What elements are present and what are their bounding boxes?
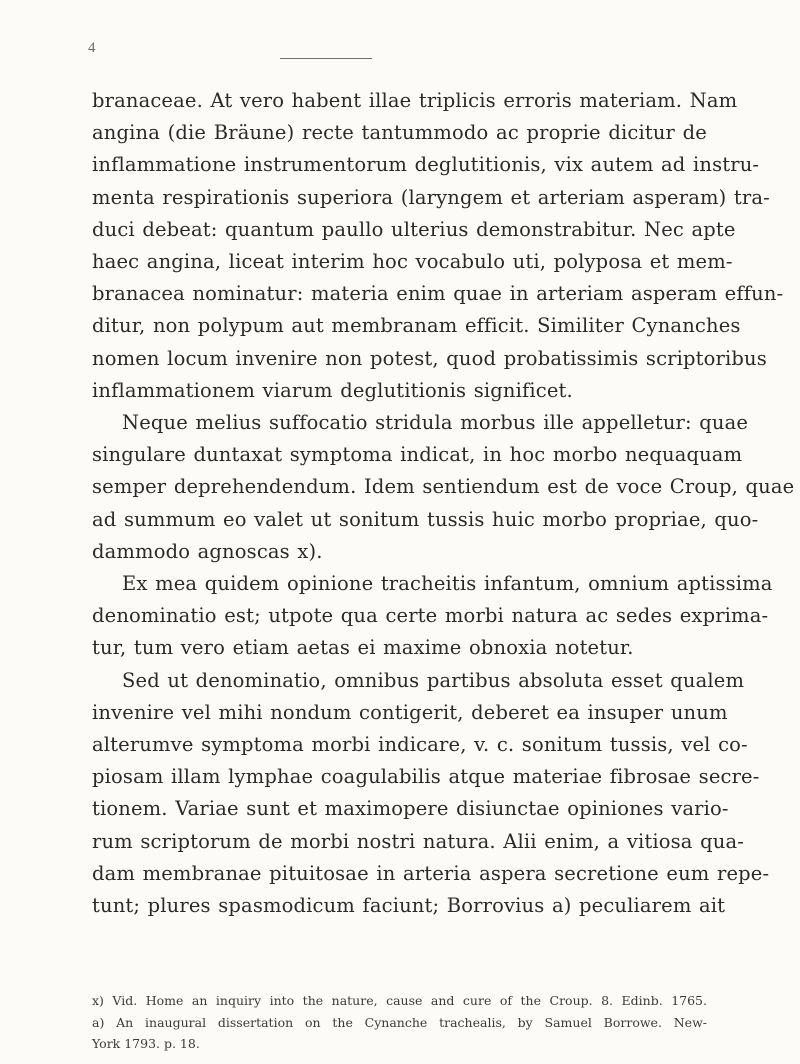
text-line: singulare duntaxat symptoma indicat, in hoc morbo nequaquam [92, 443, 743, 467]
text-line: tunt; plures spasmodicum faciunt; Borrovius a) peculiarem ait [92, 894, 726, 918]
text-line: menta respirationis superiora (laryngem et arteriam asperam) tra- [92, 185, 770, 209]
text-line: denominatio est; utpote qua certe morbi natura ac sedes exprima- [92, 604, 769, 628]
text-line: ad summum eo valet ut sonitum tussis huic morbo propriae, quo- [92, 507, 759, 531]
text-line: dammodo agnoscas x). [92, 539, 323, 563]
text-line: inflammationem viarum deglutitionis significet. [92, 378, 573, 402]
text-line: nomen locum invenire non potest, quod probatissimis scriptoribus [92, 346, 767, 370]
text-line: semper deprehendendum. Idem sentiendum est de voce Croup, quae [92, 475, 795, 499]
header-rule [280, 58, 372, 59]
text-line: alterumve symptoma morbi indicare, v. c. sonitum tussis, vel co- [92, 733, 748, 757]
text-line: inflammatione instrumentorum deglutitionis, vix autem ad instru- [92, 153, 760, 177]
text-line: rum scriptorum de morbi nostri natura. Alii enim, a vitiosa qua- [92, 829, 744, 853]
text-line: tionem. Variae sunt et maximopere disiunctae opiniones vario- [92, 797, 729, 821]
text-line: Sed ut denominatio, omnibus partibus absoluta esset qualem [122, 668, 745, 692]
text-line: branaceae. At vero habent illae triplicis erroris materiam. Nam [92, 89, 738, 112]
footnotes [92, 990, 707, 1055]
text-line: Ex mea quidem opinione tracheitis infantum, omnium aptissima [122, 572, 773, 596]
text-line: Neque melius suffocatio stridula morbus ille appelletur: quae [122, 411, 749, 435]
text-line: duci debeat: quantum paullo ulterius demonstrabitur. Nec apte [92, 217, 736, 241]
page-number: 4 [88, 40, 96, 56]
footnote-a-continued: York 1793. p. 18. [92, 1036, 200, 1051]
text-line: branacea nominatur: materia enim quae in arteriam asperam effun- [92, 282, 784, 306]
text-line: piosam illam lymphae coagulabilis atque materiae fibrosae secre- [92, 765, 760, 789]
text-line: haec angina, liceat interim hoc vocabulo uti, polyposa et mem- [92, 250, 733, 274]
footnote-x: x) Vid. Home an inquiry into the nature, cause and cure of the Croup. 8. Edinb. 1765. [92, 993, 707, 1008]
text-line: angina (die Bräune) recte tantummodo ac proprie dicitur de [92, 121, 707, 145]
text-line: dam membranae pituitosae in arteria aspera secretione eum repe- [92, 861, 770, 885]
footnote-a: a) An inaugural dissertation on the Cynanche trachealis, by Samuel Borrowe. New- [92, 1014, 707, 1030]
text-line: invenire vel mihi nondum contigerit, deberet ea insuper unum [92, 700, 728, 724]
text-line: tur, tum vero etiam aetas ei maxime obnoxia notetur. [92, 636, 634, 660]
body-text [92, 85, 795, 922]
text-line: ditur, non polypum aut membranam efficit. Similiter Cynanches [92, 314, 741, 338]
